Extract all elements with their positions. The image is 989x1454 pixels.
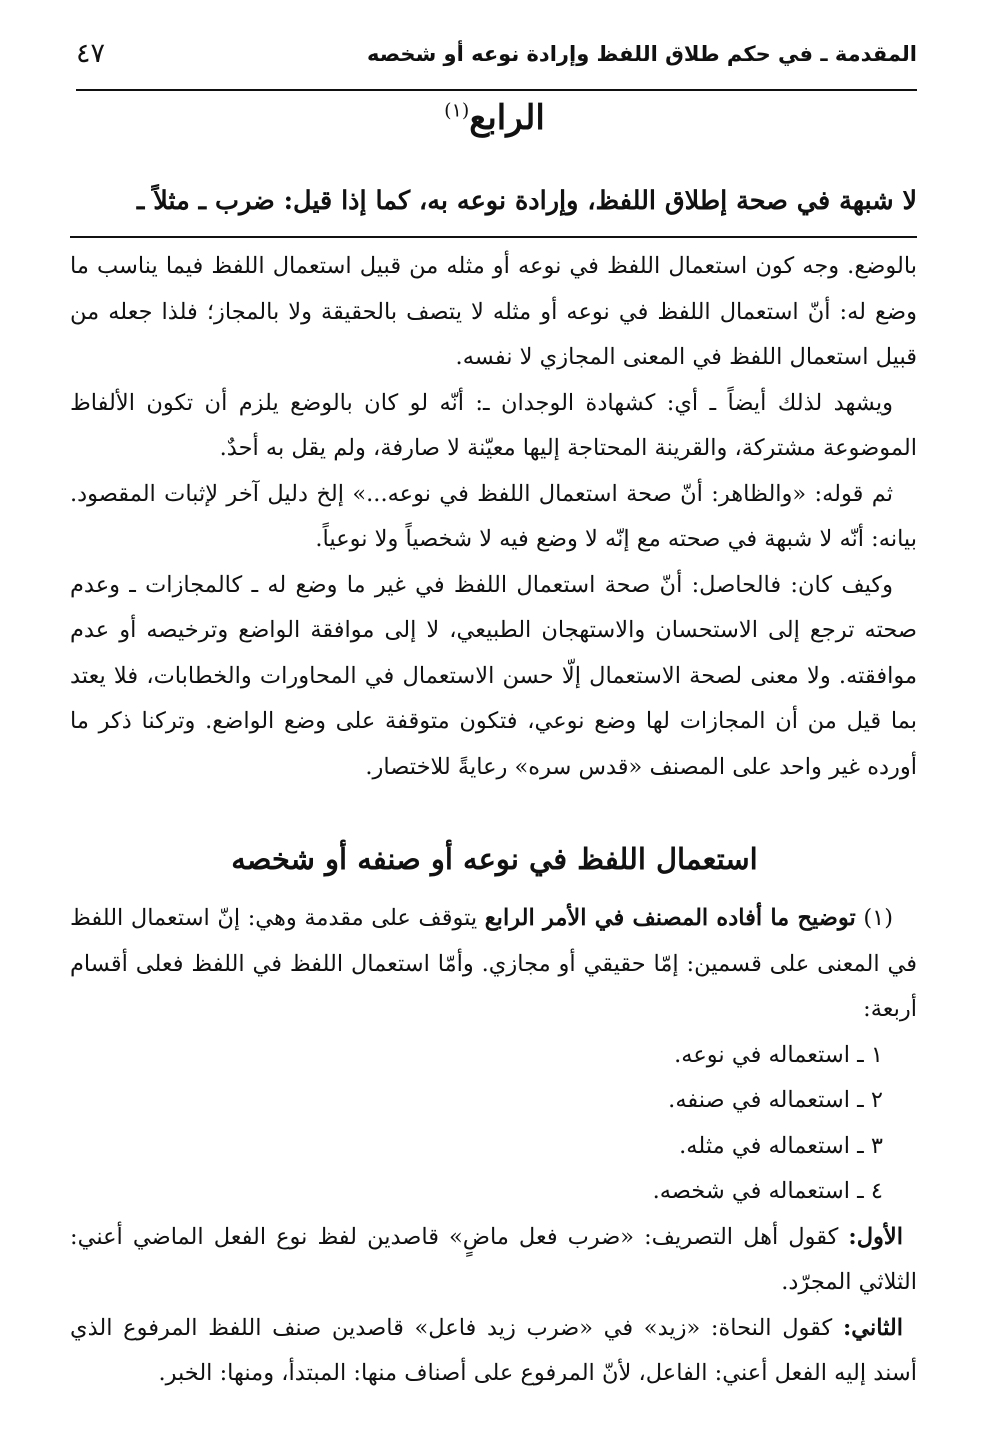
section-title <box>0 98 989 138</box>
commentary <box>70 244 917 790</box>
footnote-reference: (١) <box>444 99 470 122</box>
case-label: الأول: <box>848 1223 903 1250</box>
section-title-text: الرابع <box>469 98 545 138</box>
footnote-lead: توضيح ما أفاده المصنف في الأمر الرابع <box>484 905 856 931</box>
footnote-first-case <box>70 1215 917 1306</box>
commentary-paragraph: وكيف كان: فالحاصل: أنّ صحة استعمال اللفظ في غير ما وضع له ـ كالمجازات ـ وعدم صحته ترجع إلى الاستحسان والاستهجان الطبيعي، لا إلى موافقة الواضع وترخيصه أو عدم موافقته. ولا معنى لصحة الاستعمال إلّا حسن الاستعمال في المحاورات والخطابات، فلا يعتد بما قيل من أن المجازات لها وضع نوعي، فتكون متوقفة على وضع الواضع. وتركنا ذكر ما أورده غير واحد على المصنف «قدس سره» رعايةً للاختصار. <box>70 571 917 780</box>
footnote-intro <box>70 896 917 1033</box>
footnote-second-case <box>70 1306 917 1397</box>
commentary-paragraph: ويشهد لذلك أيضاً ـ أي: كشهادة الوجدان ـ: أنّه لو كان بالوضع يلزم أن تكون الألفاظ الموضوعة مشتركة، والقرينة المحتاجة إليها معيّنة لا صارفة، ولم يقل به أحدٌ. <box>70 389 917 461</box>
footnote-intro-text: يتوقف على مقدمة وهي: إنّ استعمال اللفظ في المعنى على قسمين: إمّا حقيقي أو مجازي. وأمّا استعمال اللفظ في اللفظ فعلى أقسام أربعة: <box>70 905 917 1022</box>
running-title: المقدمة ـ في حكم طلاق اللفظ وإرادة نوعه أو شخصه <box>367 42 917 66</box>
page-number: ٤٧ <box>76 38 106 69</box>
case-label: الثاني: <box>842 1314 904 1341</box>
footnote-marker: (١) <box>863 905 893 931</box>
header-divider <box>76 89 917 91</box>
base-text-divider <box>70 236 917 238</box>
list-item: ٢ ـ استعماله في صنفه. <box>668 1087 883 1113</box>
list-item: ١ ـ استعماله في نوعه. <box>674 1041 883 1068</box>
list-item: ٤ ـ استعماله في شخصه. <box>652 1178 883 1204</box>
base-text: لا شبهة في صحة إطلاق اللفظ، وإرادة نوعه به، كما إذا قيل: ضرب ـ مثلاً ـ <box>136 186 917 216</box>
footnote-block <box>70 896 917 1397</box>
case-text: كقول النحاة: «زيد» في «ضرب زيد فاعل» قاصدين صنف اللفظ المرفوع الذي أسند إليه الفعل أعني: الفاعل، لأنّ المرفوع على أصناف منها: المبتدأ، ومنها: الخبر. <box>70 1314 917 1386</box>
subheading: استعمال اللفظ في نوعه أو صنفه أو شخصه <box>231 842 758 876</box>
commentary-paragraph: بالوضع. وجه كون استعمال اللفظ في نوعه أو مثله من قبيل استعمال اللفظ فيما يناسب ما وضع له: أنّ استعمال اللفظ في نوعه أو مثله لا يتصف بالحقيقة ولا بالمجاز؛ فلذا جعله من قبيل استعمال اللفظ في المعنى المجازي لا نفسه. <box>70 253 917 370</box>
running-header <box>76 38 917 78</box>
case-text: كقول أهل التصريف: «ضرب فعل ماضٍ» قاصدين لفظ نوع الفعل الماضي أعني: الثلاثي المجرّد. <box>70 1223 917 1295</box>
list-item: ٣ ـ استعماله في مثله. <box>679 1132 883 1159</box>
commentary-paragraph: ثم قوله: «والظاهر: أنّ صحة استعمال اللفظ في نوعه...» إلخ دليل آخر لإثبات المقصود. بيانه: أنّه لا شبهة في صحته مع إنّه لا وضع فيه لا شخصياً ولا نوعياً. <box>70 480 917 552</box>
